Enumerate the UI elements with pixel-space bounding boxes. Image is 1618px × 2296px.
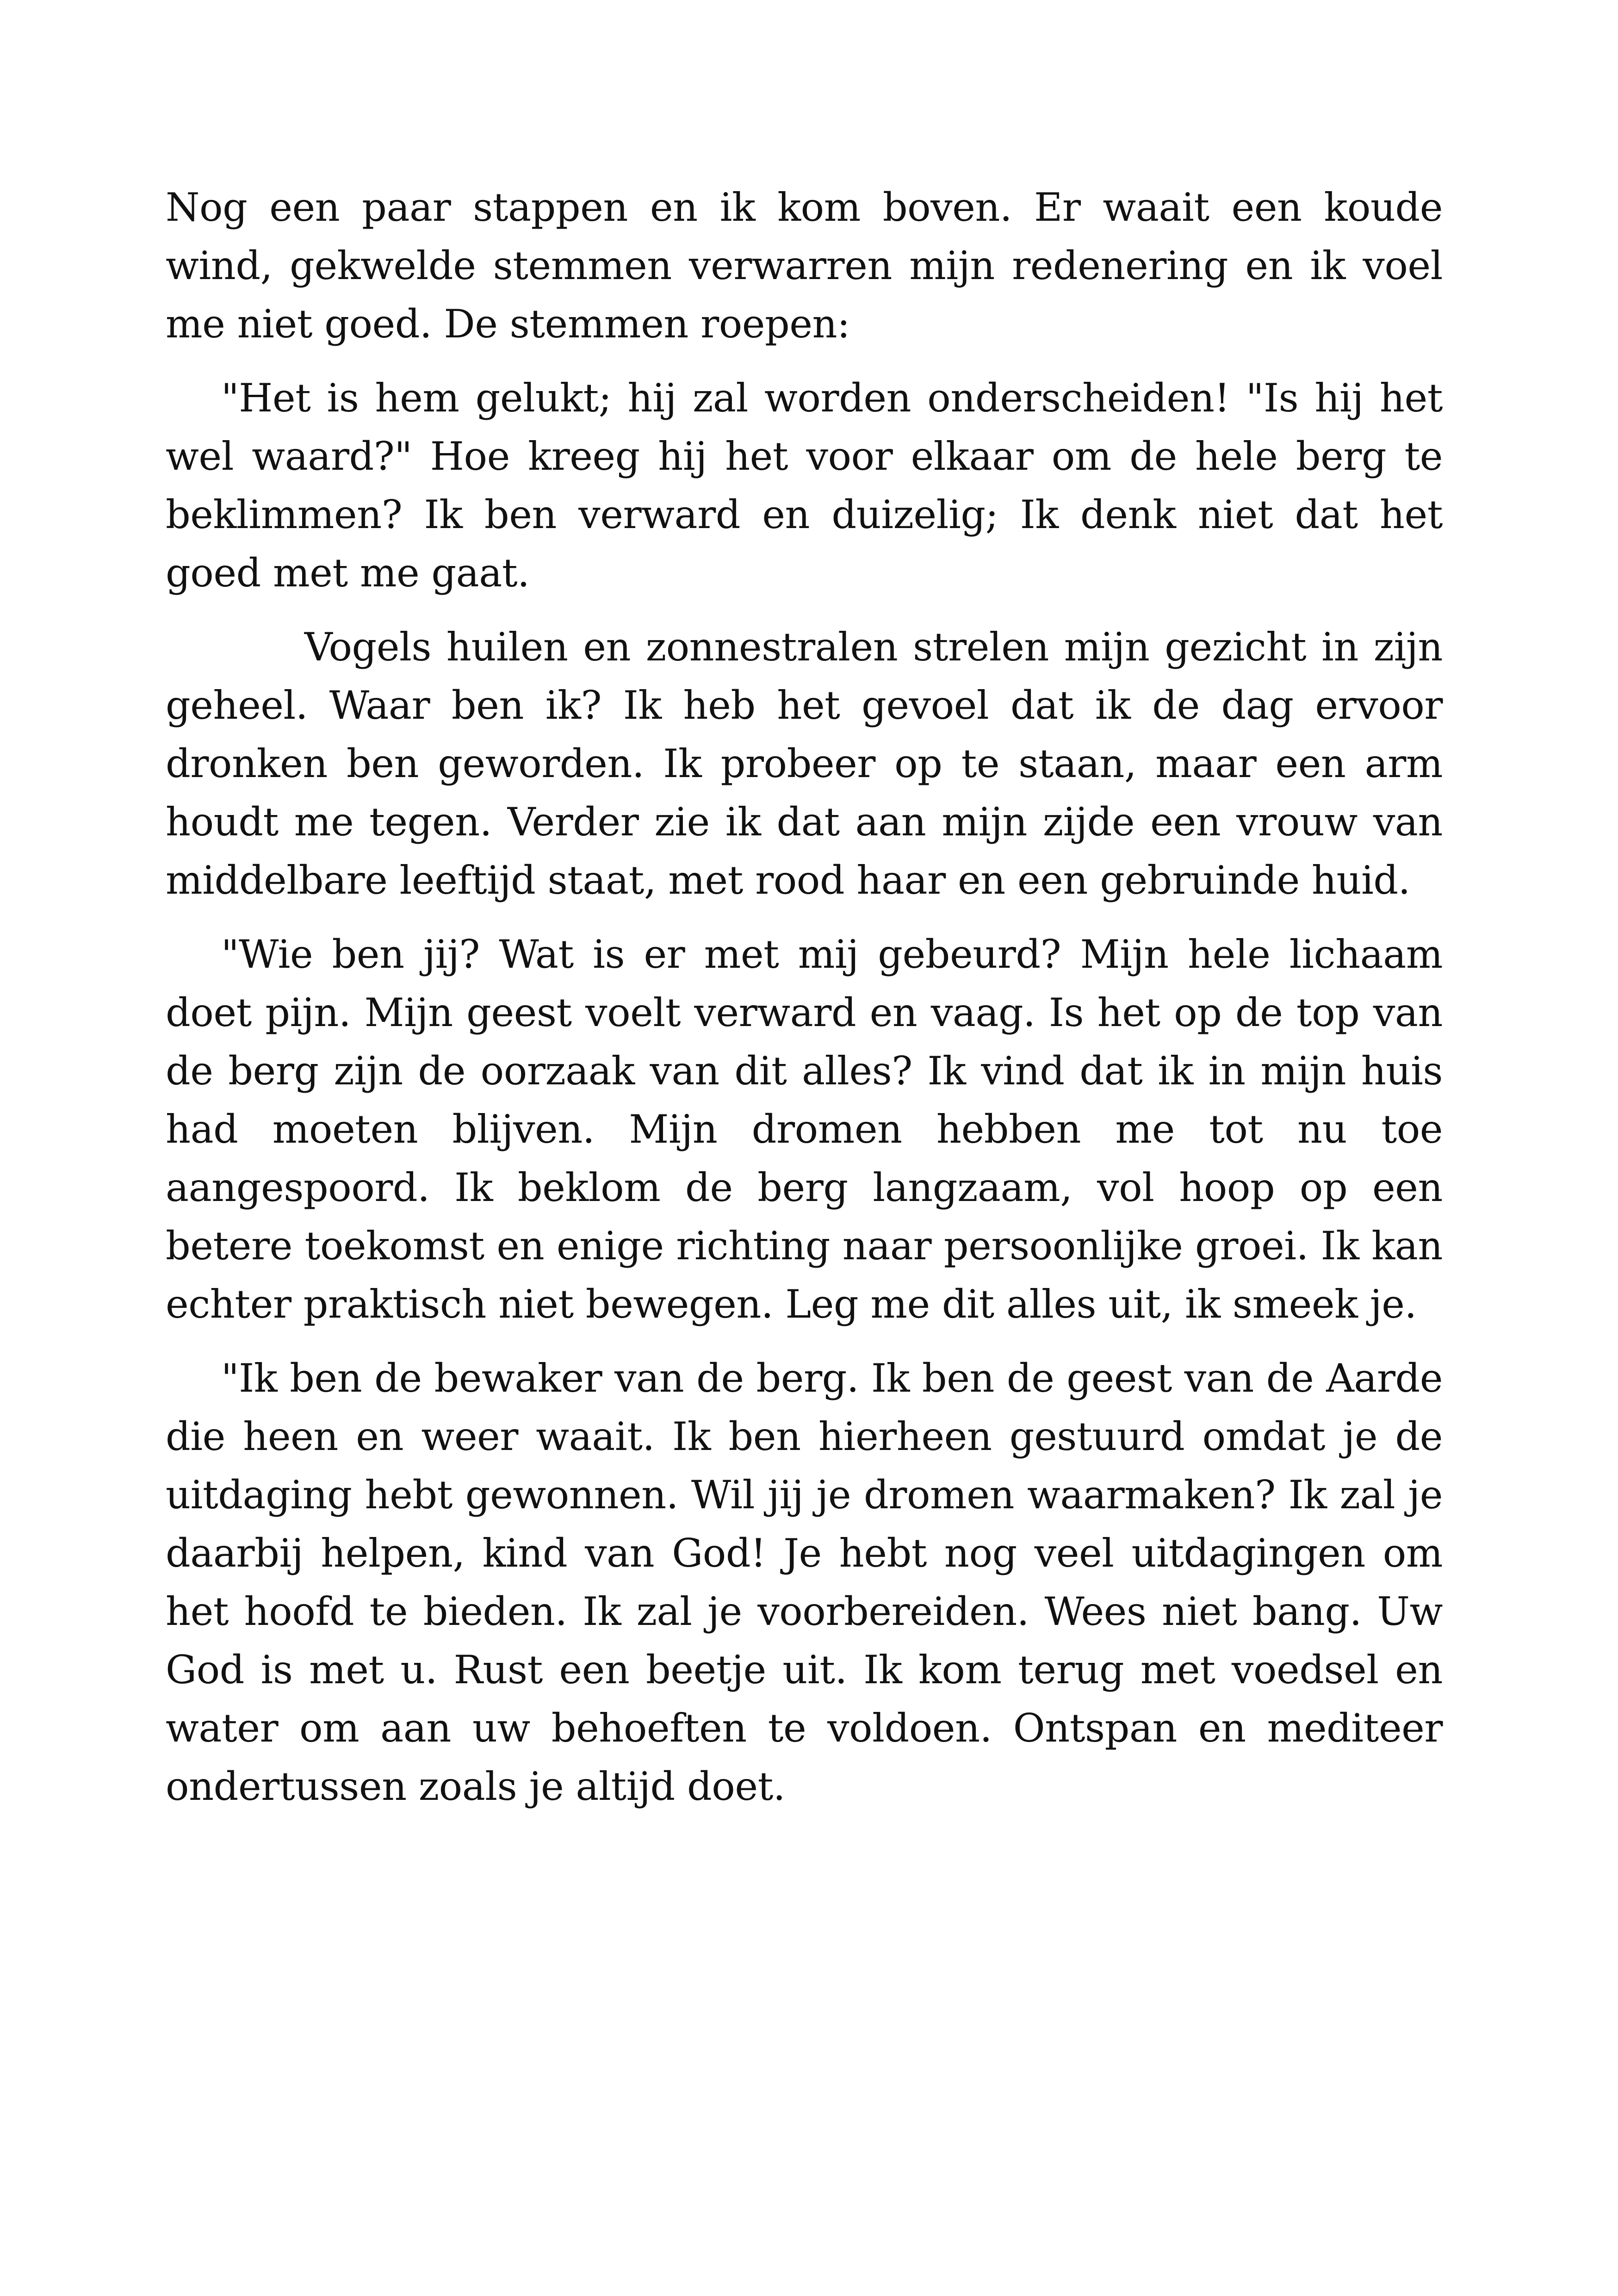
paragraph-3: Vogels huilen en zonnestralen strelen mijn gezicht in zijn geheel. Waar ben ik? Ik heb het gevoel dat ik de dag ervoor dronken ben geworden. Ik probeer op te staan, maar een arm houdt me tegen. Verder zie ik dat aan mijn zijde een vrouw van middelbare leeftijd staat, met rood haar en een gebruinde huid. <box>166 624 1443 903</box>
paragraph-2: "Het is hem gelukt; hij zal worden onderscheiden! "Is hij het wel waard?" Hoe kreeg hij het voor elkaar om de hele berg te beklimmen? Ik ben verward en duizelig; Ik denk niet dat het goed met me gaat. <box>166 375 1443 596</box>
paragraph-5: "Ik ben de bewaker van de berg. Ik ben de geest van de Aarde die heen en weer waait. Ik ben hierheen gestuurd omdat je de uitdaging hebt gewonnen. Wil jij je dromen waarmaken? Ik zal je daarbij helpen, kind van God! Je hebt nog veel uitdagingen om het hoofd te bieden. Ik zal je voorbereiden. Wees niet bang. Uw God is met u. Rust een beetje uit. Ik kom terug met voedsel en water om aan uw behoeften te voldoen. Ontspan en mediteer ondertussen zoals je altijd doet. <box>166 1356 1443 1809</box>
body-text <box>166 178 1443 1831</box>
paragraph-1: Nog een paar stappen en ik kom boven. Er waait een koude wind, gekwelde stemmen verwarren mijn redenering en ik voel me niet goed. De stemmen roepen: <box>166 185 1443 347</box>
paragraph-4: "Wie ben jij? Wat is er met mij gebeurd? Mijn hele lichaam doet pijn. Mijn geest voelt verward en vaag. Is het op de top van de berg zijn de oorzaak van dit alles? Ik vind dat ik in mijn huis had moeten blijven. Mijn dromen hebben me tot nu toe aangespoord. Ik beklom de berg langzaam, vol hoop op een betere toekomst en enige richting naar persoonlijke groei. Ik kan echter praktisch niet bewegen. Leg me dit alles uit, ik smeek je. <box>166 932 1443 1327</box>
